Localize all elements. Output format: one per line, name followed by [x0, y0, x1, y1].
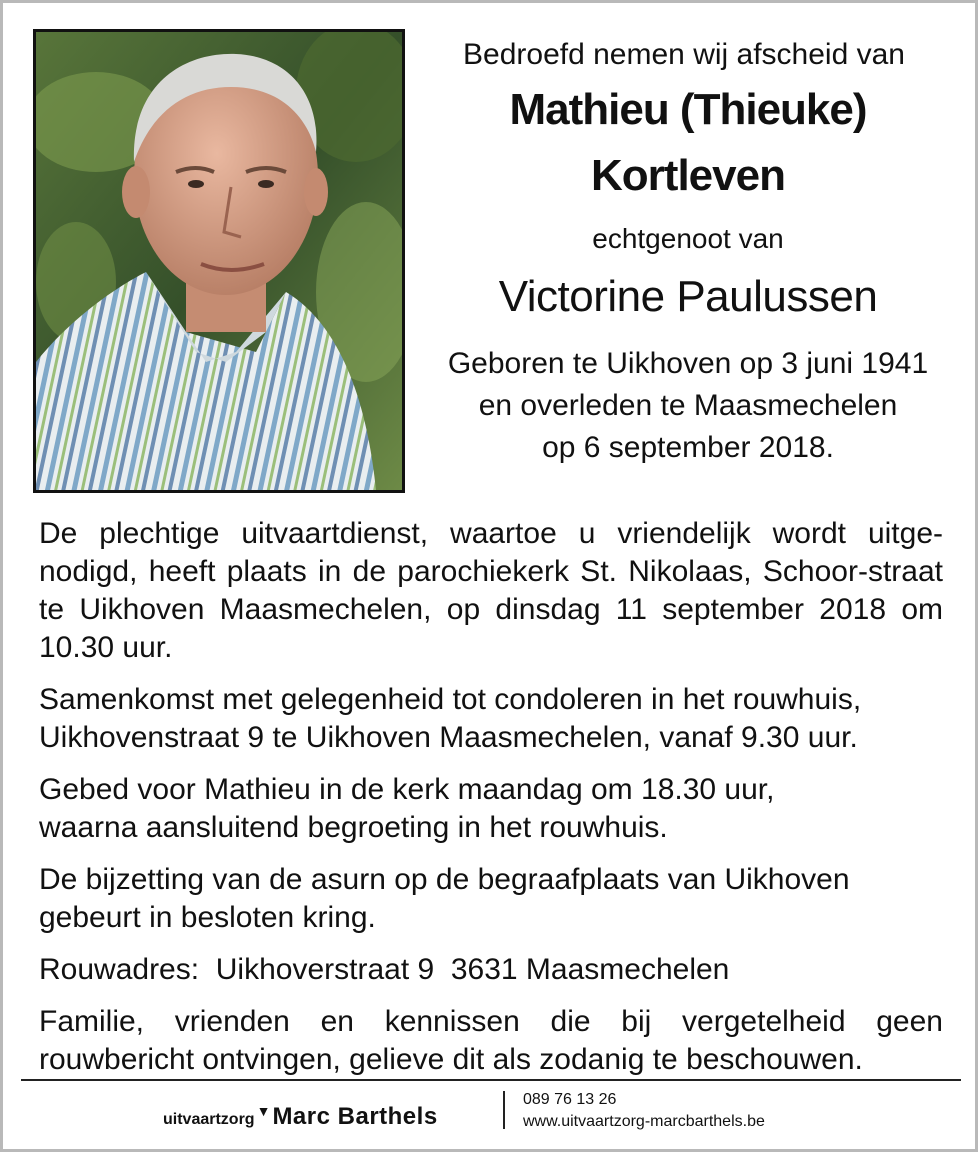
deceased-name-line1: Mathieu (Thieuke)	[509, 85, 867, 134]
website-link[interactable]: www.uitvaartzorg-marcbarthels.be	[523, 1113, 765, 1130]
prayer-line2: waarna aansluitend begroeting in het rouwhuis.	[39, 811, 668, 844]
spouse-label: echtgenoot van	[592, 223, 784, 254]
life-dates	[423, 343, 953, 469]
gathering-paragraph	[39, 681, 943, 757]
portrait-photo	[33, 29, 405, 493]
announcement-header	[423, 33, 953, 469]
funeral-paragraph: De plechtige uitvaartdienst, waartoe u vriendelijk wordt uitge-nodigd, heeft plaats in de parochiekerk St. Nikolaas, Schoor-straat te Uikhoven Maasmechelen, op dinsdag 11 september 2018 om 10.30 uur.	[39, 517, 943, 664]
intro-text: Bedroefd nemen wij afscheid van	[463, 38, 905, 71]
footer	[3, 1085, 975, 1145]
funeral-home-brand	[163, 1103, 438, 1131]
address-paragraph: Rouwadres: Uikhoverstraat 9 3631 Maasmechelen	[39, 953, 730, 986]
notice-paragraph: Familie, vrienden en kennissen die bij vergetelheid geen rouwbericht ontvingen, gelieve dit als zodanig te beschouwen.	[39, 1005, 943, 1076]
burial-paragraph	[39, 861, 943, 937]
portrait-illustration	[36, 32, 402, 490]
phone-number: 089 76 13 26	[523, 1091, 617, 1108]
obituary-body	[39, 515, 943, 1093]
prayer-line1: Gebed voor Mathieu in de kerk maandag om 18.30 uur,	[39, 773, 775, 806]
gathering-line1: Samenkomst met gelegenheid tot condoleren in het rouwhuis,	[39, 683, 862, 716]
prayer-paragraph	[39, 771, 943, 847]
contact-info	[523, 1089, 765, 1133]
death-date-line: op 6 september 2018.	[542, 431, 834, 464]
gathering-line2: Uikhovenstraat 9 te Uikhoven Maasmechelen, vanaf 9.30 uur.	[39, 721, 858, 754]
footer-separator	[503, 1091, 505, 1129]
brand-name: Marc Barthels	[272, 1103, 438, 1130]
brand-prefix: uitvaartzorg	[163, 1111, 255, 1128]
birth-line: Geboren te Uikhoven op 3 juni 1941	[447, 347, 929, 380]
spouse-name: Victorine Paulussen	[498, 272, 878, 321]
deceased-name-line2: Kortleven	[591, 151, 785, 200]
burial-line1: De bijzetting van de asurn op de begraafplaats van Uikhoven	[39, 863, 850, 896]
footer-divider	[21, 1079, 961, 1081]
brand-arrow-icon: ▼	[256, 1103, 271, 1119]
death-place-line: en overleden te Maasmechelen	[478, 389, 898, 422]
burial-line2: gebeurt in besloten kring.	[39, 901, 376, 934]
